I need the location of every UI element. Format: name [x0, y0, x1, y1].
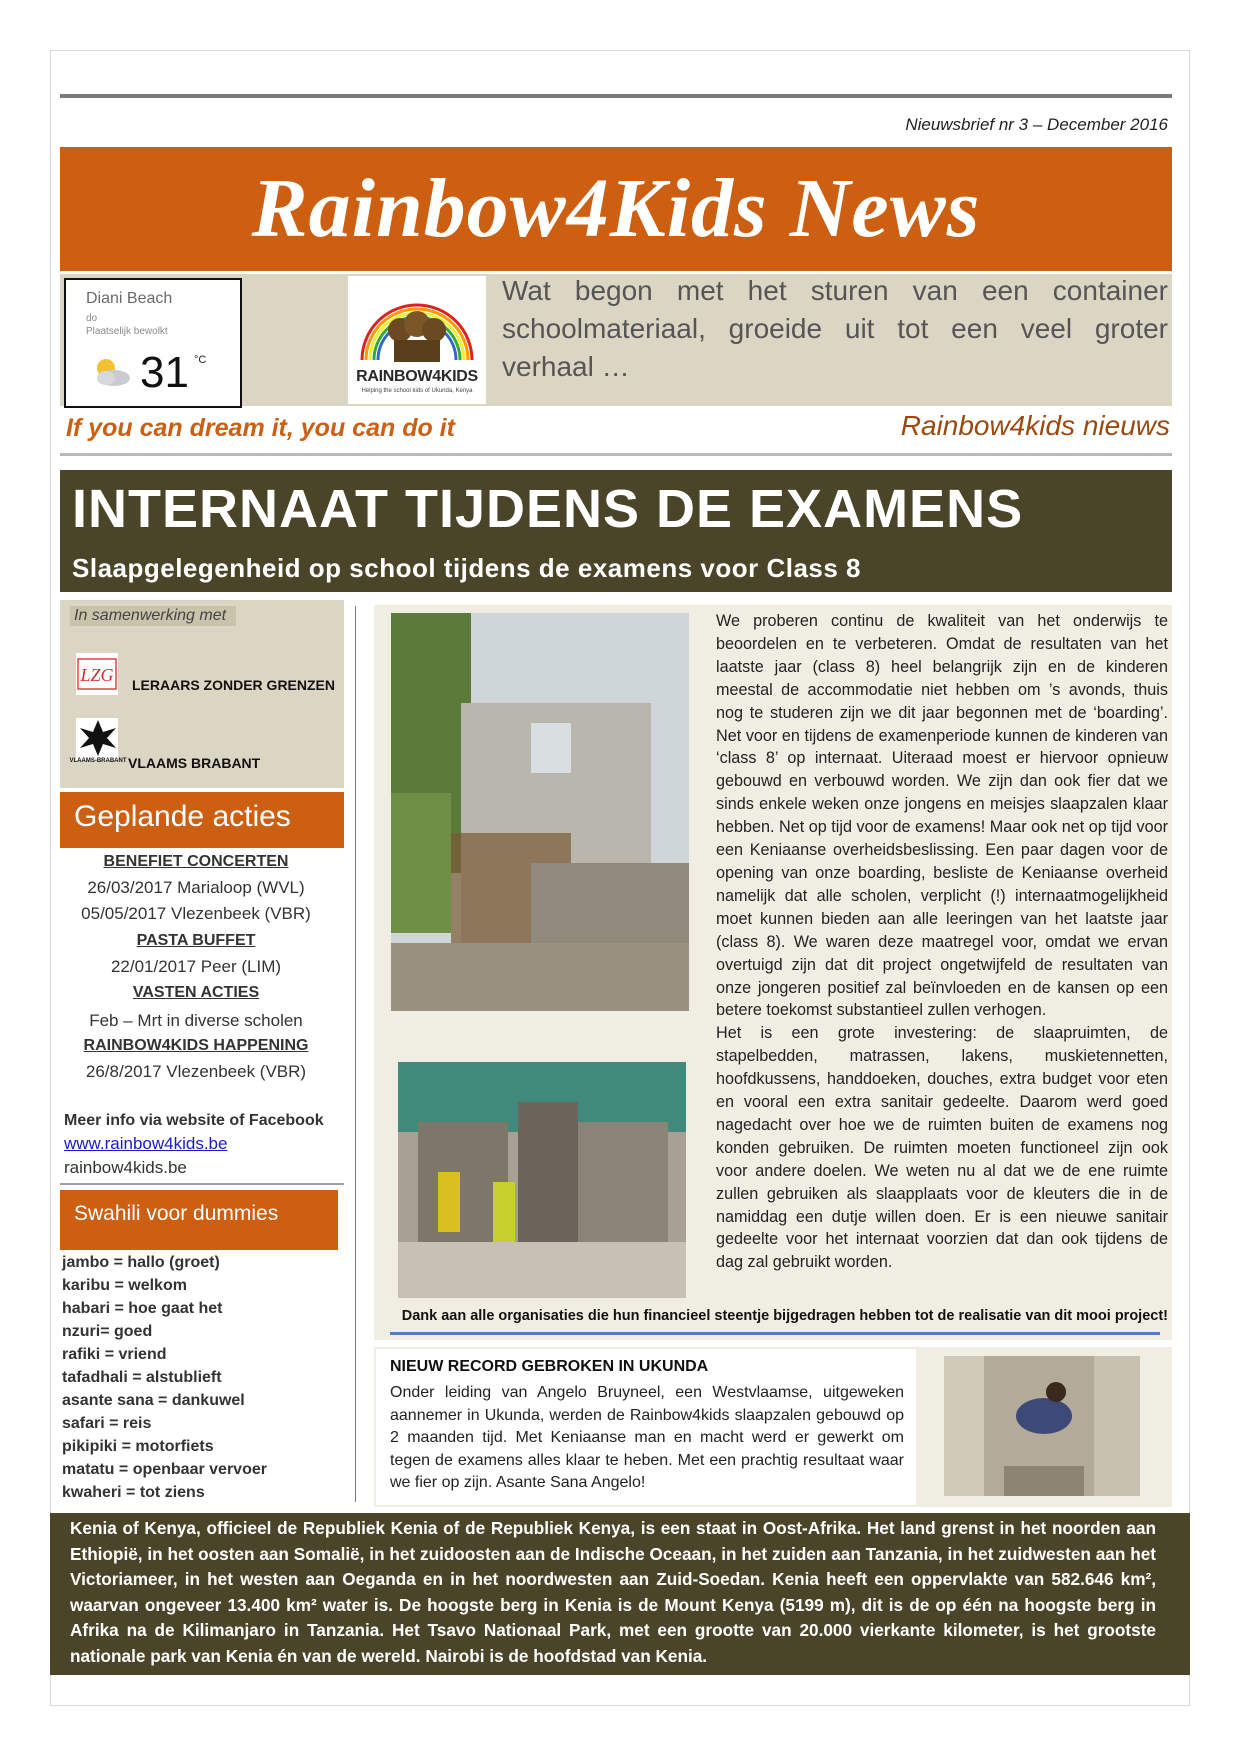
partly-cloudy-icon: [88, 354, 134, 390]
weather-widget: [64, 278, 242, 408]
logo-text: RAINBOW4KIDS: [356, 368, 478, 385]
record-title: NIEUW RECORD GEBROKEN IN UKUNDA: [390, 1358, 709, 1375]
article-body: [716, 610, 1168, 1274]
vlaams-brabant-logo-icon: [69, 718, 127, 764]
weather-condition: Plaatselijk bewolkt: [86, 326, 168, 337]
collaboration-label: In samenwerking met: [70, 606, 236, 626]
svg-text:VLAAMS-BRABANT: VLAAMS-BRABANT: [69, 758, 127, 764]
swahili-item: pikipiki = motorfiets: [62, 1438, 214, 1455]
swahili-item: matatu = openbaar vervoer: [62, 1461, 267, 1478]
issue-line: Nieuwsbrief nr 3 – December 2016: [905, 115, 1168, 134]
weather-day: do: [86, 313, 98, 324]
swahili-item: karibu = welkom: [62, 1277, 187, 1294]
motto: If you can dream it, you can do it: [66, 414, 455, 442]
website-link[interactable]: www.rainbow4kids.be: [64, 1134, 228, 1153]
swahili-title: Swahili voor dummies: [74, 1202, 279, 1225]
swahili-item: asante sana = dankuwel: [62, 1392, 245, 1409]
sidebar-divider: [60, 1183, 344, 1185]
partner-name-vlaams-brabant: VLAAMS BRABANT: [128, 755, 261, 771]
meer-info: Meer info via website of Facebook: [64, 1112, 324, 1129]
actie-line: 05/05/2017 Vlezenbeek (VBR): [81, 904, 311, 923]
swahili-item: rafiki = vriend: [62, 1346, 167, 1363]
construction-photo-walls: [391, 613, 689, 1011]
subheadline: Slaapgelegenheid op school tijdens de examens voor Class 8: [72, 553, 862, 583]
partner-name-lzg: LERAARS ZONDER GRENZEN: [132, 677, 336, 693]
construction-photo-roof: [398, 1062, 686, 1298]
blue-divider: [390, 1332, 1160, 1335]
swahili-item: kwaheri = tot ziens: [62, 1484, 205, 1501]
record-text: Onder leiding van Angelo Bruyneel, een Westvlaamse, uitgeweken aannemer in Ukunda, werden de Rainbow4kids slaapzalen gebouwd op 2 maanden tijd. Met Keniaanse man en macht werd er gewerkt om tegen de examens alles klaar te heben. Met een prachtig resultaat waar we fier op zijn. Asante Sana Angelo!: [390, 1384, 904, 1491]
section-label: Rainbow4kids nieuws: [900, 410, 1170, 441]
divider: [60, 453, 1172, 456]
svg-text:LZG: LZG: [80, 665, 114, 685]
actie-line: 26/03/2017 Marialoop (WVL): [87, 878, 305, 897]
worker-photo: [944, 1356, 1140, 1496]
swahili-item: safari = reis: [62, 1415, 152, 1432]
swahili-item: nzuri= goed: [62, 1323, 153, 1340]
swahili-item: jambo = hallo (groet): [62, 1254, 220, 1271]
kenya-text: Kenia of Kenya, officieel de Republiek Kenia of de Republiek Kenya, is een staat in Oost-Afrika. Het land grenst in het noorden aan Ethiopië, in het oosten aan Somalië, in het zuidoosten aan de Indische Oceaan, in het zuiden aan Tanzania, in het zuidwesten aan het Victoriameer, in het westen aan Oeganda en in het noordwesten aan Zuid-Soedan. Kenia heeft een oppervlakte van 582.646 km², waarvan ongeveer 13.400 km² water is. De hoogste berg in Kenia is de Mount Kenya (5199 m), dit is de op één na hoogste berg in Afrika na de Kilimanjaro in Tanzania. Het Tsavo Nationaal Park, met een grootte van 20.000 vierkante kilometer, is het grootste nationale park van Kenia én van de wereld. Nairobi is de hoofdstad van Kenia.: [70, 1518, 1156, 1666]
column-divider: [355, 606, 356, 1502]
swahili-item: habari = hoe gaat het: [62, 1300, 223, 1317]
weather-unit: °C: [194, 354, 207, 366]
top-rule: [60, 94, 1172, 98]
swahili-item: tafadhali = alstublieft: [62, 1369, 222, 1386]
weather-city: Diani Beach: [86, 290, 173, 307]
facebook-name: rainbow4kids.be: [64, 1158, 187, 1177]
actie-heading: PASTA BUFFET: [136, 932, 256, 949]
actie-heading: RAINBOW4KIDS HAPPENING: [83, 1037, 309, 1054]
article-paragraph: We proberen continu de kwaliteit van het onderwijs te beoordelen en te verbeteren. Omdat de resultaten van het laatste jaar (class 8) heel belangrijk zijn en de kinderen meestal de accommodatie niet hebben om ’s avonds, thuis nog te studeren zijn we dit jaar begonnen met de ‘boarding’. Net voor en tijdens de examenperiode kunnen de kinderen van ‘class 8’ op internaat. Uiteraad moest er hiervoor opnieuw gebouwd en verbouwd worden. We zijn dan ook fier dat we sinds enkele weken onze jongens en meisjes slaapzalen klaar hebben. Net op tijd voor de examens! Maar ook net op tijd voor een Keniaanse overheidsbeslissing. Een paar dagen voor de opening van onze boarding, besliste de Keniaanse overheid namelijk dat alle scholen, verplicht (!) internaatmogelijkheid moet kunnen bieden aan alle leeringen van het laatste jaar (class 8). We waren deze maatregel voor, omdat we ervan overtuigd zijn dat dit project ongetwijfeld de resultaten van onze jongeren positief zal beïnvloeden en de kansen op een betere toekomst substantieel zullen verhogen.: [716, 612, 1168, 1020]
actie-line: Feb – Mrt in diverse scholen: [89, 1011, 303, 1030]
rainbow-logo-icon: [354, 282, 480, 368]
logo-tagline: Helping the school kids of Ukunda, Kenya: [361, 388, 473, 394]
intro-text: Wat begon met het sturen van een container schoolmateriaal, groeide uit tot een veel groter verhaal …: [502, 275, 1168, 382]
masthead-title: Rainbow4Kids News: [251, 162, 981, 255]
actie-heading: VASTEN ACTIES: [132, 984, 260, 1001]
actie-line: 26/8/2017 Vlezenbeek (VBR): [85, 1062, 307, 1081]
headline: INTERNAAT TIJDENS DE EXAMENS: [72, 479, 1024, 539]
article-paragraph: Het is een grote investering: de slaapruimten, de stapelbedden, matrassen, lakens, muskietennetten, hoofdkussens, handdoeken, douches, extra budget voor eten en vooral een extra sanitair gedeelte. Daarom werd goed nagedacht over hoe we de ruimten buiten de examens nog konden gebruiken. De ruimten moeten functioneel zijn ook voor andere doelen. We weten nu al dat we de ene ruimte zullen gebruiken als slaapplaats voor de kleuters die in de namiddag een dutje willen doen. Er is een nieuwe sanitair gedeelte voor het internaat voorzien dat dan ook tijdens de dag zal gebruikt worden.: [716, 1024, 1168, 1272]
acties-title: Geplande acties: [74, 800, 291, 833]
article-thanks: Dank aan alle organisaties die hun financieel steentje bijgedragen hebben tot de realisatie van dit mooi project!: [401, 1308, 1168, 1324]
actie-heading: BENEFIET CONCERTEN: [103, 853, 289, 870]
weather-temperature: 31: [140, 348, 189, 397]
actie-line: 22/01/2017 Peer (LIM): [110, 957, 282, 976]
rainbow4kids-logo: [348, 276, 486, 404]
lzg-logo-icon: [76, 653, 118, 695]
